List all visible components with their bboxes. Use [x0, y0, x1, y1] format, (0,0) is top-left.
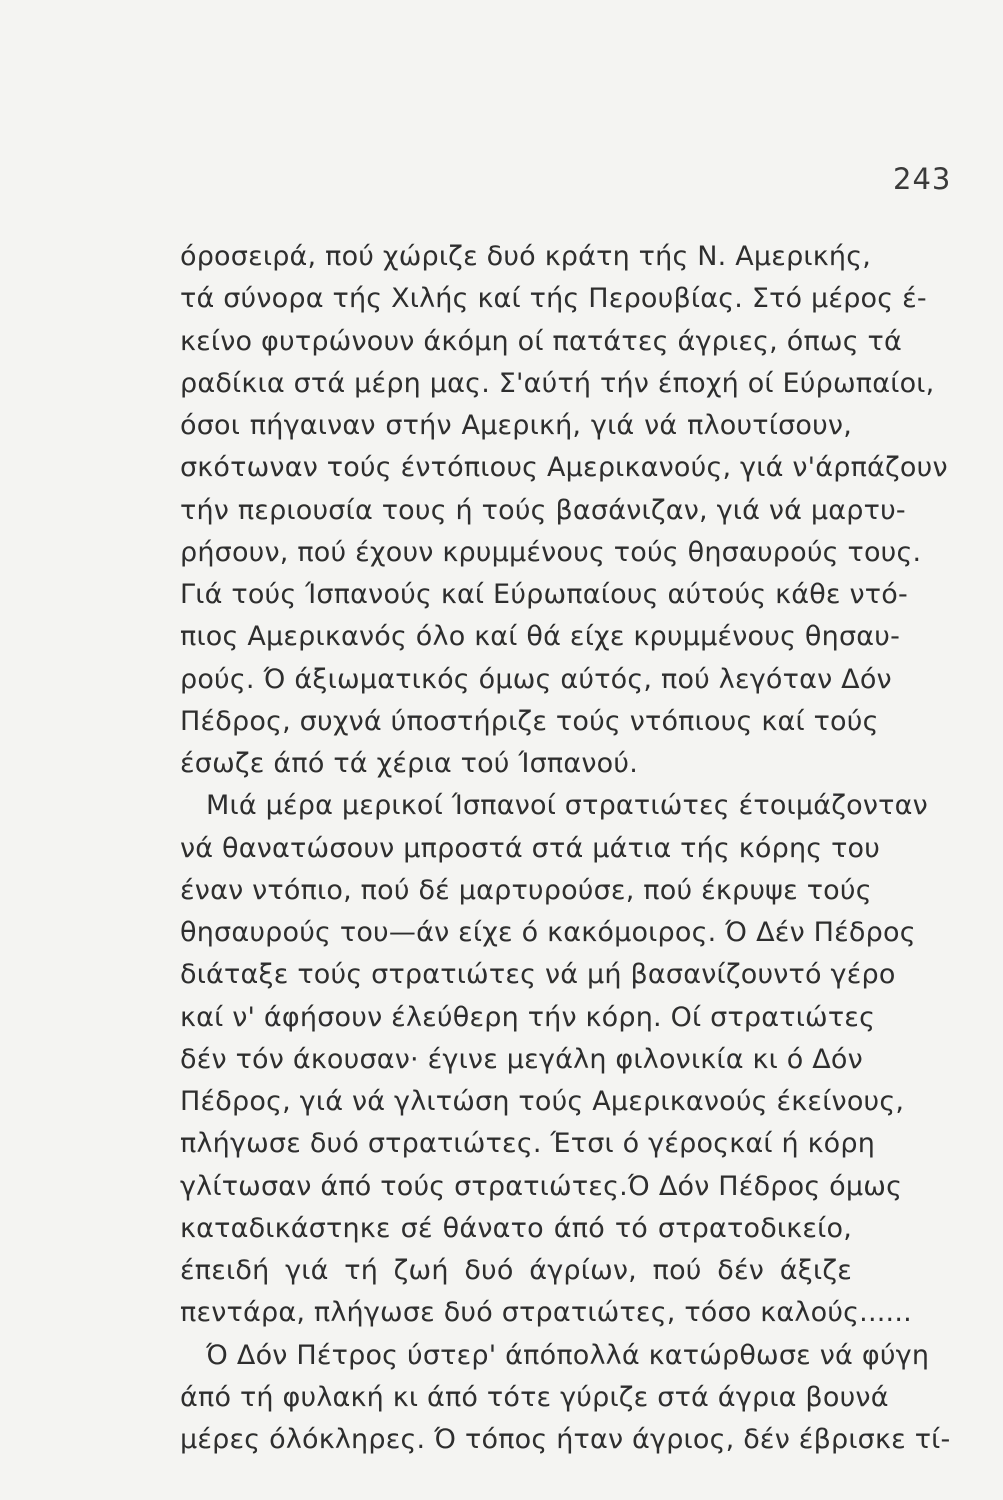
text-line: Γιά τούς Ίσπανούς καί Εύρωπαίους αύτούς κάθε ντό-	[180, 579, 908, 610]
text-line: ρούς. Ό άξιωματικός όμως αύτός, πού λεγόταν Δόν	[180, 663, 892, 695]
text-line: θησαυρούς του—άν είχε ό κακόμοιρος. Ό Δέν Πέδρος	[180, 917, 916, 948]
text-line: μέρες όλόκληρες. Ό τόπος ήταν άγριος, δέν έβρισκε τί-	[180, 1424, 951, 1455]
text-line: έσωζε άπό τά χέρια τού Ίσπανού.	[180, 748, 638, 779]
text-line: όσοι πήγαιναν στήν Αμερική, γιά νά πλουτίσουν,	[180, 410, 852, 441]
text-line: έναν ντόπιο, πού δέ μαρτυρούσε, πού έκρυψε τούς	[180, 874, 872, 906]
text-line: έπειδή γιά τή ζωή δυό άγρίων, πού δέν άξιζε	[180, 1255, 852, 1286]
text-line: Ό Δόν Πέτρος ύστερ' άπόπολλά κατώρθωσε νά φύγη	[206, 1339, 930, 1371]
text-line: τήν περιουσία τους ή τούς βασάνιζαν, γιά νά μαρτυ-	[180, 494, 906, 526]
text-line: πεντάρα, πλήγωσε δυό στρατιώτες, τόσο καλούς......	[180, 1297, 912, 1329]
text-line: σκότωναν τούς έντόπιους Αμερικανούς, γιά ν'άρπάζουν	[180, 452, 948, 484]
text-line: καί ν' άφήσουν έλεύθερη τήν κόρη. Οί στρατιώτες	[180, 1001, 876, 1033]
text-line: ρήσουν, πού έχουν κρυμμένους τούς θησαυρούς τους.	[180, 536, 922, 568]
text-line: πιος Αμερικανός όλο καί θά είχε κρυμμένους θησαυ-	[180, 621, 901, 653]
paragraph	[180, 236, 948, 785]
text-line: Πέδρος, γιά νά γλιτώση τούς Αμερικανούς έκείνους,	[180, 1086, 905, 1117]
paragraph	[180, 785, 928, 1334]
page-number: 243	[893, 162, 952, 196]
text-line: ραδίκια στά μέρη μας. Σ'αύτή τήν έποχή οί Εύρωπαίοι,	[180, 367, 935, 399]
text-line: διάταξε τούς στρατιώτες νά μή βασανίζουντό γέρο	[180, 959, 896, 991]
text-line: καταδικάστηκε σέ θάνατο άπό τό στρατοδικείο,	[180, 1212, 852, 1244]
text-line: γλίτωσαν άπό τούς στρατιώτες.Ό Δόν Πέδρος όμως	[180, 1170, 903, 1202]
paragraph	[180, 1335, 951, 1462]
text-line: τά σύνορα τής Χιλής καί τής Περουβίας. Στό μέρος έ-	[180, 283, 927, 315]
text-line: Μιά μέρα μερικοί Ίσπανοί στρατιώτες έτοιμάζονταν	[206, 790, 928, 822]
text-line: όροσειρά, πού χώριζε δυό κράτη τής Ν. Αμερικής,	[180, 241, 872, 272]
text-line: κείνο φυτρώνουν άκόμη οί πατάτες άγριες, όπως τά	[180, 325, 903, 357]
text-line: δέν τόν άκουσαν· έγινε μεγάλη φιλονικία κι ό Δόν	[180, 1043, 863, 1075]
text-line: πλήγωσε δυό στρατιώτες. Έτσι ό γέροςκαί ή κόρη	[180, 1128, 876, 1160]
body-text	[180, 236, 951, 1461]
text-line: Πέδρος, συχνά ύποστήριζε τούς ντόπιους καί τούς	[180, 705, 879, 737]
text-line: άπό τή φυλακή κι άπό τότε γύριζε στά άγρια βουνά	[180, 1381, 889, 1413]
text-line: νά θανατώσουν μπροστά στά μάτια τής κόρης του	[180, 832, 881, 864]
